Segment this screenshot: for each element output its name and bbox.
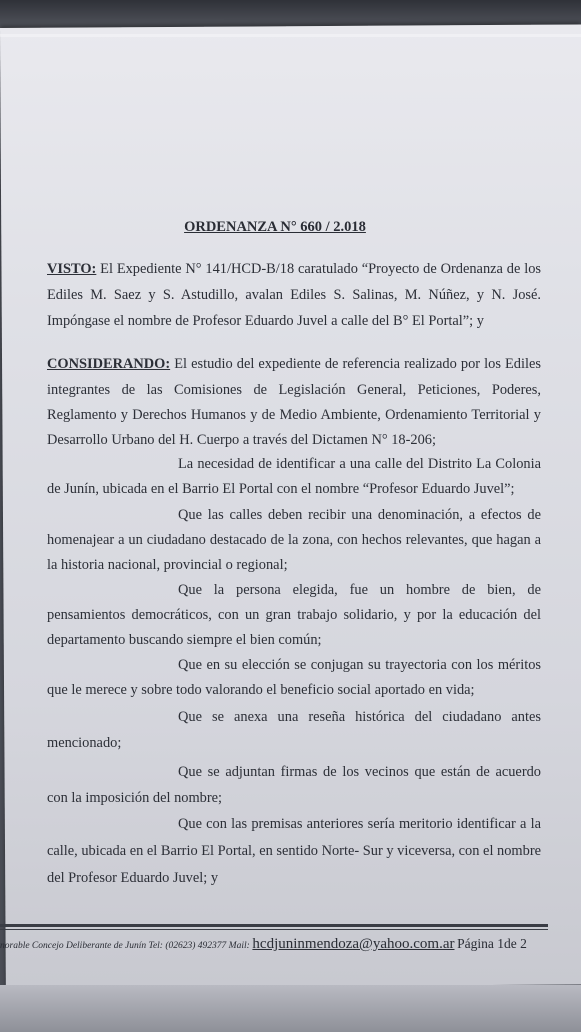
considerando-line-2: integrantes de las Comisiones de Legislación General, Peticiones, Poderes, — [47, 382, 541, 398]
footer-organization: norable Concejo Deliberante de Junín Tel: (02623) 492377 Mail: — [0, 941, 250, 951]
paragraph-1-line-2: de Junín, ubicada en el Barrio El Portal con el nombre “Profesor Eduardo Juvel”; — [47, 481, 515, 497]
photo-background-bottom — [0, 985, 581, 1032]
considerando-line-4: Desarrollo Urbano del H. Cuerpo a través del Dictamen N° 18-206; — [47, 432, 436, 448]
paragraph-6-line-2: con la imposición del nombre; — [47, 790, 223, 806]
considerando-text-1: El estudio del expediente de referencia realizado por los Ediles — [170, 356, 541, 372]
paragraph-4-line-2: que le merece y sobre todo valorando el beneficio social aportado en vida; — [47, 682, 475, 698]
paragraph-7-line-3: del Profesor Eduardo Juvel; y — [47, 870, 219, 886]
paragraph-4-first: Que en su elección se conjugan su trayectoria con los méritos — [178, 657, 541, 673]
paper-top-edge — [0, 34, 581, 37]
visto-line-1 — [47, 261, 541, 278]
document-title: ORDENANZA N° 660 / 2.018 — [184, 219, 366, 235]
visto-label: VISTO: — [47, 261, 97, 277]
footer-rule-thick — [0, 924, 548, 927]
paragraph-2-first: Que las calles deben recibir una denominación, a efectos de — [178, 507, 541, 523]
visto-line-2: Ediles M. Saez y S. Astudillo, avalan Ediles S. Salinas, M. Núñez, y N. José. — [47, 287, 541, 303]
visto-line-3: Impóngase el nombre de Profesor Eduardo Juvel a calle del B° El Portal”; y — [47, 313, 484, 329]
paragraph-5-first: Que se anexa una reseña histórica del ciudadano antes — [178, 709, 541, 725]
considerando-line-3: Reglamento y Derechos Humanos y de Medio Ambiente, Ordenamiento Territorial y — [47, 407, 541, 423]
paragraph-6-first: Que se adjuntan firmas de los vecinos que están de acuerdo — [178, 764, 541, 780]
footer-email: hcdjuninmendoza@yahoo.com.ar — [252, 936, 455, 952]
considerando-line-1 — [47, 356, 541, 373]
paragraph-3-line-2: pensamientos democráticos, con un gran trabajo solidario, y por la educación del — [47, 607, 541, 623]
footer-page-number: Página 1de 2 — [457, 936, 527, 951]
paragraph-7-first: Que con las premisas anteriores sería meritorio identificar a la — [178, 816, 541, 832]
paragraph-2-line-2: homenajear a un ciudadano destacado de la zona, con hechos relevantes, que hagan a — [47, 532, 541, 548]
page-footer — [0, 936, 560, 953]
visto-text-1: El Expediente N° 141/HCD-B/18 caratulado “Proyecto de Ordenanza de los — [96, 261, 541, 277]
paragraph-7-line-2: calle, ubicada en el Barrio El Portal, en sentido Norte- Sur y viceversa, con el nombre — [47, 843, 541, 859]
paragraph-5-line-2: mencionado; — [47, 735, 122, 751]
paragraph-2-line-3: la historia nacional, provincial o regional; — [47, 557, 288, 573]
paragraph-3-line-3: departamento buscando siempre el bien común; — [47, 632, 322, 648]
considerando-label: CONSIDERANDO: — [47, 356, 171, 372]
paragraph-3-first: Que la persona elegida, fue un hombre de bien, de — [178, 582, 541, 598]
paragraph-1-first: La necesidad de identificar a una calle del Distrito La Colonia — [178, 456, 541, 472]
footer-rule-thin — [0, 929, 548, 930]
